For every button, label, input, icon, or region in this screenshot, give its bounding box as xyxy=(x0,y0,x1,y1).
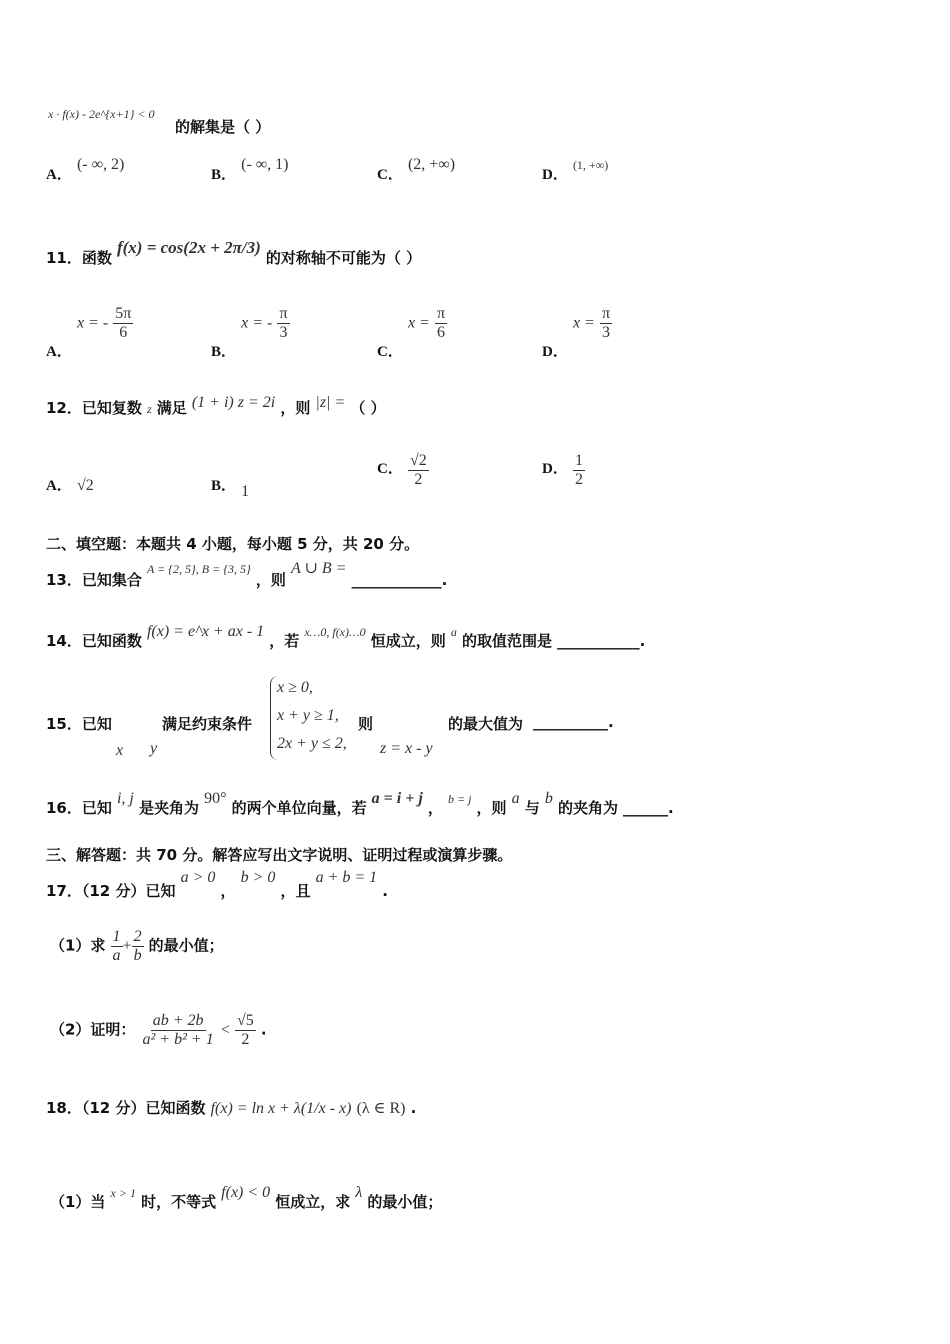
q13: 13．已知集合 A = {2, 5}, B = {3, 5} ，则 A ∪ B = ____________. xyxy=(46,560,448,589)
section-2-heading: 二、填空题：本题共 4 小题，每小题 5 分，共 20 分。 xyxy=(46,535,420,553)
q10-option-b[interactable]: B． (- ∞, 1) xyxy=(211,156,289,183)
q10-option-a[interactable]: A． (- ∞, 2) xyxy=(46,156,125,183)
q17-part2: （2）证明： $\frac{ab + 2b}{\text{a² + b² + 1}}$ < $\frac{√5}{2}$ . xyxy=(50,1012,267,1048)
q10-inequality: x · f(x) - 2e^{x+1} < 0 xyxy=(48,107,155,121)
q15-objective: z = x - y xyxy=(380,740,433,757)
q12-equation: (1 + i) z = 2i xyxy=(191,394,276,411)
q15-constraints: x ≥ 0, x + y ≥ 1, 2x + y ≤ 2, xyxy=(270,676,347,760)
q10-option-d[interactable]: D． $^{(1, +\infty)}$ xyxy=(542,158,609,183)
q11-option-a[interactable]: A． x = - $\frac{5\pi}{6}$ xyxy=(46,305,132,360)
q12-option-b[interactable]: B． 1 xyxy=(211,478,250,500)
q16: 16．已知 i, j 是夹角为 90° 的两个单位向量，若 a = i + j ， b = j ，则 a 与 b 的夹角为 ______. xyxy=(46,790,674,817)
q11-option-b[interactable]: B． x = - $\frac{\pi}{3}$ xyxy=(211,305,288,360)
q17-stem: 17．（12 分）已知 a > 0 ， b > 0 ，且 a + b = 1 . xyxy=(46,869,388,900)
q12-stem: 12．已知复数 z 满足 (1 + i) z = 2i ，则 |z| = （ ） xyxy=(46,394,386,417)
q13-blank[interactable]: ____________. xyxy=(351,571,448,589)
q11-function: f(x) = cos(2x + 2π/3) xyxy=(116,238,261,257)
q12-option-d[interactable]: D． $\frac{1}{2}$ xyxy=(542,452,583,488)
q12-option-c[interactable]: C． $\frac{√2}{2}$ xyxy=(377,452,427,488)
q18-function: f(x) = ln x + λ(1/x - x) xyxy=(210,1100,352,1117)
q15-blank[interactable]: __________. xyxy=(533,713,614,731)
q17-part1: （1）求 $\frac{1}{a}$ + $\frac{2}{b}$ 的最小值； xyxy=(50,928,224,964)
q18-stem: 18．（12 分）已知函数 f(x) = ln x + λ(1/x - x) (λ ∈ R) . xyxy=(46,1099,417,1117)
q12-option-a[interactable]: A． √2 xyxy=(46,477,94,494)
q14-blank[interactable]: ___________. xyxy=(557,632,646,650)
section-3-heading: 三、解答题：共 70 分。解答应写出文字说明、证明过程或演算步骤。 xyxy=(46,846,513,864)
q14: 14．已知函数 f(x) = e^x + ax - 1 ，若 x…0, f(x)…0 恒成立，则 a 的取值范围是 ___________. xyxy=(46,623,646,650)
q18-part1: （1）当 x > 1 时，不等式 f(x) < 0 恒成立，求 λ 的最小值； xyxy=(50,1184,443,1211)
q16-blank[interactable]: ______. xyxy=(623,799,674,817)
q10-option-c[interactable]: C． (2, +∞) xyxy=(377,156,456,183)
q13-sets: A = {2, 5}, B = {3, 5} xyxy=(146,562,251,576)
q14-function: f(x) = e^x + ax - 1 xyxy=(146,623,265,640)
q10-stem-text: 的解集是（ ） xyxy=(175,118,271,136)
q11-stem: 11．函数 f(x) = cos(2x + 2π/3) 的对称轴不可能为（ ） xyxy=(46,238,422,267)
q10-stem xyxy=(48,103,154,122)
q11-option-d[interactable]: D． x = $\frac{\pi}{3}$ xyxy=(542,305,611,360)
q11-option-c[interactable]: C． x = $\frac{\pi}{6}$ xyxy=(377,305,446,360)
